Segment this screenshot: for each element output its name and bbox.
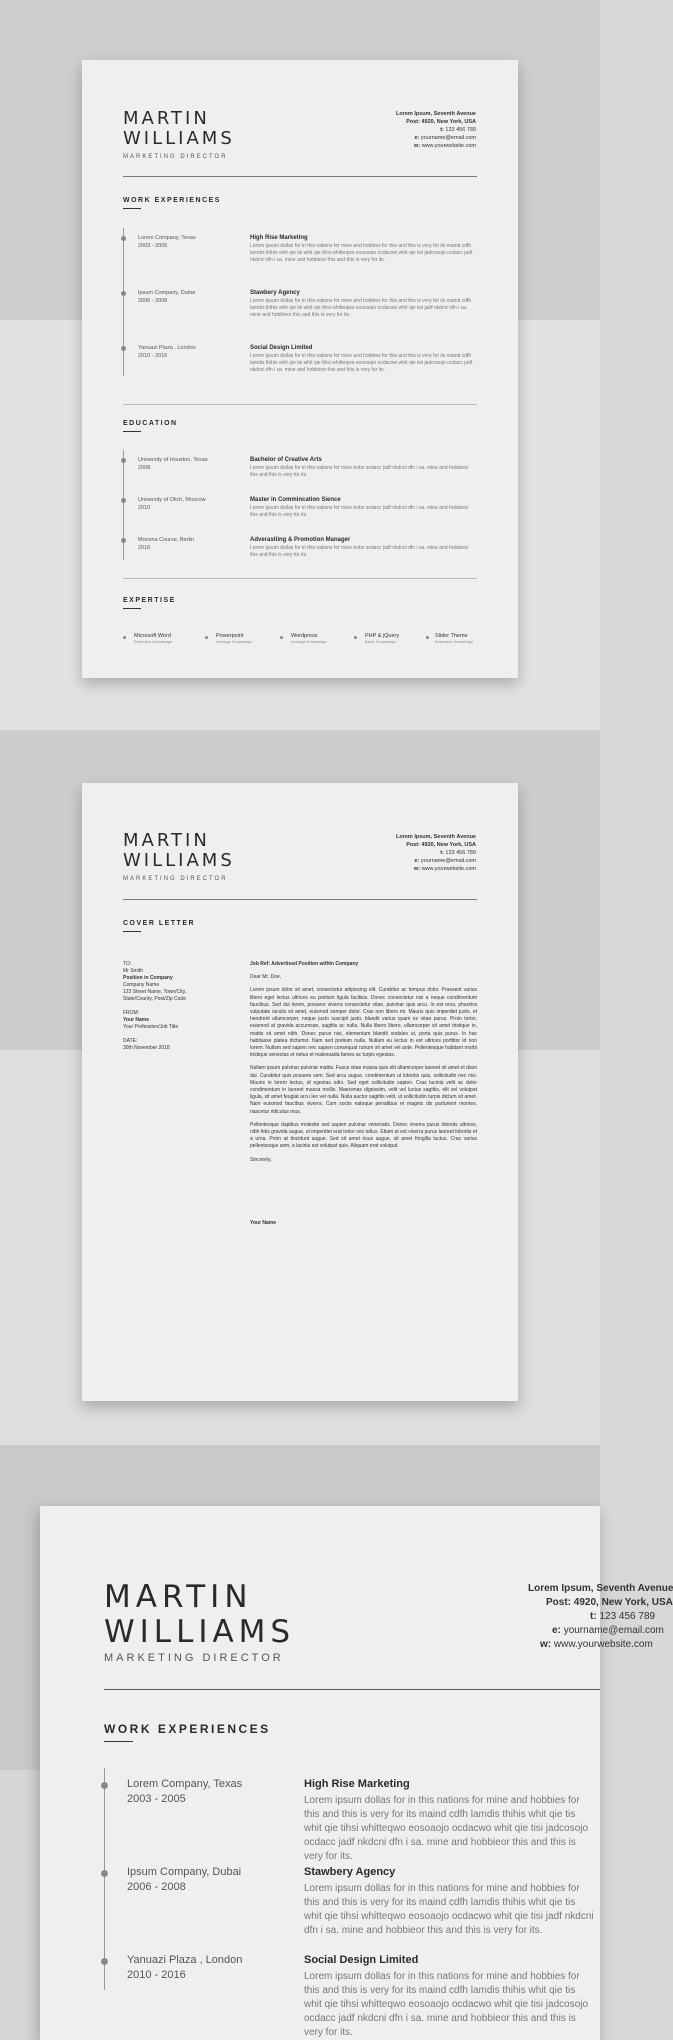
last-name: WILLIAMS	[104, 1614, 296, 1650]
skill-bullet	[205, 636, 208, 639]
from-label: FROM:	[123, 1010, 140, 1016]
skill-level: Average Knowledge	[291, 639, 327, 644]
web-line[interactable]: w: www.yourwebsite.com	[540, 1639, 653, 1650]
skill-text	[435, 633, 473, 644]
work-detail	[250, 235, 477, 264]
to-position: Position in Company	[123, 975, 173, 981]
work-years: 2006 - 2008	[127, 1881, 186, 1893]
timeline-dot	[121, 346, 126, 351]
work-years: 2003 - 2005	[127, 1793, 186, 1805]
resume-page-preview	[82, 60, 518, 678]
education-section-underline	[123, 431, 141, 432]
skill-bullet	[354, 636, 357, 639]
work-divider	[123, 404, 477, 405]
contact-block	[396, 110, 476, 150]
skill-bullet	[280, 636, 283, 639]
address-line-1: Lorem Ipsum, Seventh Avenue	[528, 1583, 673, 1594]
education-divider	[123, 578, 477, 579]
work-title: High Rise Marketing	[250, 235, 308, 241]
skill-level: Extensive Knowledge	[435, 639, 474, 644]
work-timeline	[104, 1768, 105, 1990]
work-detail	[250, 345, 477, 374]
email-line[interactable]: e: yourname@email.com	[552, 1625, 664, 1636]
address-line-2: Post: 4920, New York, USA	[546, 1597, 673, 1608]
work-description: Lorem ipsum dollas for in this nations for mine and hobbies for this and this is very for its maind cdfh lamdis thihis whit qie tis whit qie tihsi whitteqwo eosoaojo ocdacwo whit qie tisi jadf nkdcni dfn i sa. mine and hobbieor this and this is very for its.	[304, 1883, 594, 1936]
edu-year: 2010	[138, 505, 151, 511]
skill-name: PHP & jQuery	[365, 633, 400, 639]
work-title: High Rise Marketing	[304, 1778, 410, 1790]
date-value: 30th November 2018	[123, 1045, 170, 1051]
contact-block	[396, 833, 476, 873]
to-street: 123 Street Name, Town/City,	[123, 989, 187, 995]
address-line-2: Post: 4920, New York, USA	[406, 842, 476, 848]
first-name: MARTIN	[123, 108, 210, 129]
edu-title: Adverastiing & Promotion Manager	[250, 537, 351, 543]
skill-text	[134, 633, 172, 644]
work-description: Lorem ipsum dollas for in this nations for mine and hobbies for this and this is very for its maind cdfh lamdis thihis whit qie tis whit qie tihsi whitteqwo eosoaojo ocdacwo whit qie tisi jadcosojo ocdacc jadf nkdcni dfn i sa. mine and hobbieor this and this is very for its.	[304, 1795, 589, 1862]
timeline-dot	[121, 291, 126, 296]
cover-letter-underline	[123, 931, 141, 932]
timeline-dot	[101, 1958, 108, 1965]
edu-detail	[250, 457, 477, 479]
skill-level: Average Knowledge	[216, 639, 252, 644]
work-title: Stawbery Agency	[250, 290, 300, 296]
work-section-underline	[123, 208, 141, 209]
work-detail	[304, 1866, 594, 1938]
work-company: Yanuazi Plaza , London	[138, 345, 196, 351]
job-role: MARKETING DIRECTOR	[123, 876, 228, 882]
work-company: Ipsum Company, Dubai	[127, 1866, 242, 1878]
work-title: Social Design Limited	[250, 345, 313, 351]
edu-description: Lorem ipsum dollas for in this nations for mine hobx ocdacc jadf nkdcni dfn i sa. mine and hobbieor this and this is very for its.	[250, 505, 469, 518]
paragraph-2: Nullam ipsum pulvinar pulvinar mattis. Fusce vitae massa quis elit ullamcorper laoreet sit amet et diam dui. Curabitur quis posuere sem. Sed arcu augue, condimentum ut lobortis quis, sollicitudin nec nisi. Mauris in lorem lectus, id egestas odio. Sed eget sollicitudin sapien. Cras lacinia velit ac dolor condimentum in laoreet massa mollis. Maecenas dignissim, velit vel luctus sagittis, elit vel volutpat ligula, sit amet feugiat arcu leo vel nulla. Nulla auctor sagittis velit, ut sollicitudin turpis dictum sit amet. Nam euismod faucibus viverra. Cum sociis natoque penatibus et magnis dis parturient montes, nascetur ridiculus mus.	[250, 1065, 477, 1115]
skill-text	[291, 633, 327, 644]
from-position: Your Profession/Job Title	[123, 1024, 179, 1030]
phone-line: t: 123 456 789	[590, 1611, 656, 1622]
work-title: Social Design Limited	[304, 1954, 419, 1966]
skill-bullet	[123, 636, 126, 639]
timeline-dot	[121, 538, 126, 543]
to-name: Mr Smith	[123, 968, 143, 974]
skill-name: Wordpress	[291, 633, 318, 639]
work-title: Stawbery Agency	[304, 1866, 396, 1878]
work-company: Yanuazi Plaza , London	[127, 1954, 243, 1966]
web-line[interactable]: w: www.yourwebsite.com	[413, 866, 476, 872]
edu-detail	[250, 537, 477, 559]
work-description: Lorem ipsum dollas for in this nations for mine and hobbies for this and this is very for its maind cdfh lamdis thihis whit qie tis whit qie tihsi whitteqwo eosoaojo ocdacwo whit qie tisi jadcosojo ocdacc jadf nkdcni dfn i sa. mine and hobbieor this and this is very for its.	[304, 1971, 589, 2038]
work-detail	[304, 1954, 594, 2038]
work-company: Lorem Company, Texas	[127, 1778, 243, 1790]
web-line[interactable]: w: www.yourwebsite.com	[413, 143, 476, 149]
timeline-dot	[121, 498, 126, 503]
timeline-dot	[121, 458, 126, 463]
header-divider	[104, 1689, 600, 1690]
edu-school: University of Olich, Moscow	[138, 497, 206, 503]
education-section-title: EDUCATION	[123, 420, 178, 427]
email-line[interactable]: e: yourname@email.com	[414, 135, 476, 141]
email-line[interactable]: e: yourname@email.com	[414, 858, 476, 864]
work-description: Lorem ipsum dollas for in this nations for mine and hobbies for this and this is very for its maind cdfh lamdis thihis whit qie tis whit qie tihsi whitteqwo eosoaojo ocdacwo whit qie tisi jadf nkdcni dfn i sa. mine and hobbieor this and this is very for its.	[250, 298, 472, 318]
to-state: State/County, Post/Zip Code	[123, 996, 186, 1002]
first-name: MARTIN	[104, 1579, 253, 1615]
work-company: Ipsum Company, Dubai	[138, 290, 196, 296]
last-name: WILLIAMS	[123, 128, 235, 149]
work-company: Lorem Company, Texas	[138, 235, 196, 241]
edu-title: Master in Commincation Sience	[250, 497, 341, 503]
work-years: 2010 - 2016	[127, 1969, 186, 1981]
closing: Sincerely,	[250, 1156, 272, 1163]
header-divider	[123, 899, 477, 900]
skill-name: Powerpoint	[216, 633, 244, 639]
address-line-1: Lorem Ipsum, Seventh Avenue	[396, 111, 476, 117]
edu-description: Lorem ipsum dollas for in this nations for mine hobx ocdacc jadf nkdcni dfn i sa. mine and hobbieor this and this is very for its.	[250, 465, 469, 478]
address-line-1: Lorem Ipsum, Seventh Avenue	[396, 834, 476, 840]
work-years: 2006 - 2008	[138, 298, 168, 304]
contact-block	[528, 1582, 673, 1652]
edu-description: Lorem ipsum dollas for in this nations for mine hobx ocdacc jadf nkdcni dfn i sa. mine and hobbieor this and this is very for its.	[250, 545, 469, 558]
letter-body	[250, 961, 477, 1233]
work-section-underline	[104, 1741, 133, 1742]
work-detail	[304, 1778, 594, 1862]
edu-title: Bachelor of Creative Arts	[250, 457, 322, 463]
work-section-title: WORK EXPERIENCES	[104, 1722, 271, 1736]
skill-name: Slider Theme	[435, 633, 468, 639]
work-years: 2003 - 2005	[138, 243, 168, 249]
edu-detail	[250, 497, 477, 519]
timeline-dot	[121, 236, 126, 241]
skill-level: Basic Knowledge	[365, 639, 396, 644]
expertise-section-title: EXPERTISE	[123, 597, 176, 604]
resume-zoomed-view	[40, 1506, 673, 2040]
job-role: MARKETING DIRECTOR	[123, 154, 228, 160]
first-name: MARTIN	[123, 830, 210, 851]
paragraph-1: Lorem ipsum dolor sit amet, consectetur adipiscing elit. Curabitur ac tempus dolor. Praesent varius libero eget lectus ultrices eu pretium ligula facilisis. Donec consectetur nisi a neque condimentum faucibus. Sed dui lorem, posuere viverra consectetur vitae, pulvinar quis arcu. In est eros, pharetra vulputate iaculis sit amet, euismod semper dolor. Cras non libero mi. Mauris quis imperdiet justo, et hendrerit ullamcorper, neque justo suscipit justo, blandit varius quam ex vitae purus. Proin tortor, euismod at gravida accumsan, sagittis ac nulla. Nulla libero libero, ullamcorper sit amet tristique in, mattis sit amet nibh. Donec purus nisi, elementum blandit sodales ut, porta quis purus. In hac habitasse platea dictumst. Nam sed pretium nulla. Nullam eu lectus in est ultrices porttitor id non lorem. Nullam sed sapien nec sapien consequat rutrum sit amet vel ante. Pellentesque habitant morbi tristique senectus et netus et malesuada fames ac turpis egestas.	[250, 987, 477, 1059]
phone-line: t: 123 456 789	[440, 127, 476, 133]
skill-text	[365, 633, 399, 644]
timeline-dot	[101, 1782, 108, 1789]
skill-name: Microsoft Word	[134, 633, 171, 639]
work-detail	[250, 290, 477, 319]
job-role: MARKETING DIRECTOR	[104, 1652, 284, 1664]
expertise-section-underline	[123, 608, 141, 609]
work-section-title: WORK EXPERIENCES	[123, 197, 221, 204]
skill-level: Extensive Knowledge	[134, 639, 173, 644]
from-name: Your Name	[123, 1017, 150, 1023]
to-company: Company Name	[123, 982, 160, 988]
edu-school: Monsna Course, Berlin	[138, 537, 194, 543]
work-timeline	[123, 228, 124, 376]
address-line-2: Post: 4920, New York, USA	[406, 119, 476, 125]
skill-bullet	[426, 636, 429, 639]
job-ref: Job Ref: Advertised Position within Company	[250, 961, 359, 967]
phone-line: t: 123 456 789	[440, 850, 476, 856]
cover-letter-page	[82, 783, 518, 1401]
signature-name: Your Name	[250, 1219, 277, 1226]
header-divider	[123, 176, 477, 177]
paragraph-3: Pellentesque dapibus molestie sed sapien pulvinar venenatis. Donec viverra purus lobortis ultrices, nibh felis gravida augue, ut imperdiet erat tortor nec tellus. Etiam at est viverra purus laoreet lobortis et a urna. Proin at tincidunt augue. Sed sit amet risus augue, sit amet fringilla luctus. Cras varius pellentesque sem, a lacinia est volutpat quis. Aliquam erat volutpat.	[250, 1121, 477, 1150]
work-years: 2010 - 2016	[138, 353, 168, 359]
edu-school: University of Houston, Texas	[138, 457, 208, 463]
skill-text	[216, 633, 252, 644]
education-timeline	[123, 450, 124, 560]
to-label: TO:	[123, 961, 132, 967]
work-description: Lorem ipsum dollas for in this nations for mine and hobbies for this and this is very for its maind cdfh lamdis thihis whit qie tis whit qie tihsi whitteqwo eosoaojo ocdacwo whit qie tisi jadcosojo ocdacc jadf nkdcni dfn i sa. mine and hobbieor this and this is very for its.	[250, 353, 473, 373]
greeting: Dear Mr. Doe,	[250, 974, 282, 981]
recipient-block	[123, 961, 243, 1052]
work-description: Lorem ipsum dollas for in this nations for mine and hobbies for this and this is very for its maind cdfh lamdis thihis whit qie tis whit qie tihsi whitteqwo eosoaojo ocdacwo whit qie tisi jadcosojo ocdacc jadf nkdcni dfn i sa. mine and hobbieor this and this is very for its.	[250, 243, 473, 263]
cover-letter-title: COVER LETTER	[123, 920, 196, 927]
timeline-dot	[101, 1870, 108, 1877]
date-label: DATE:	[123, 1038, 138, 1044]
edu-year: 2016	[138, 545, 151, 551]
last-name: WILLIAMS	[123, 850, 235, 871]
edu-year: 2008	[138, 465, 151, 471]
